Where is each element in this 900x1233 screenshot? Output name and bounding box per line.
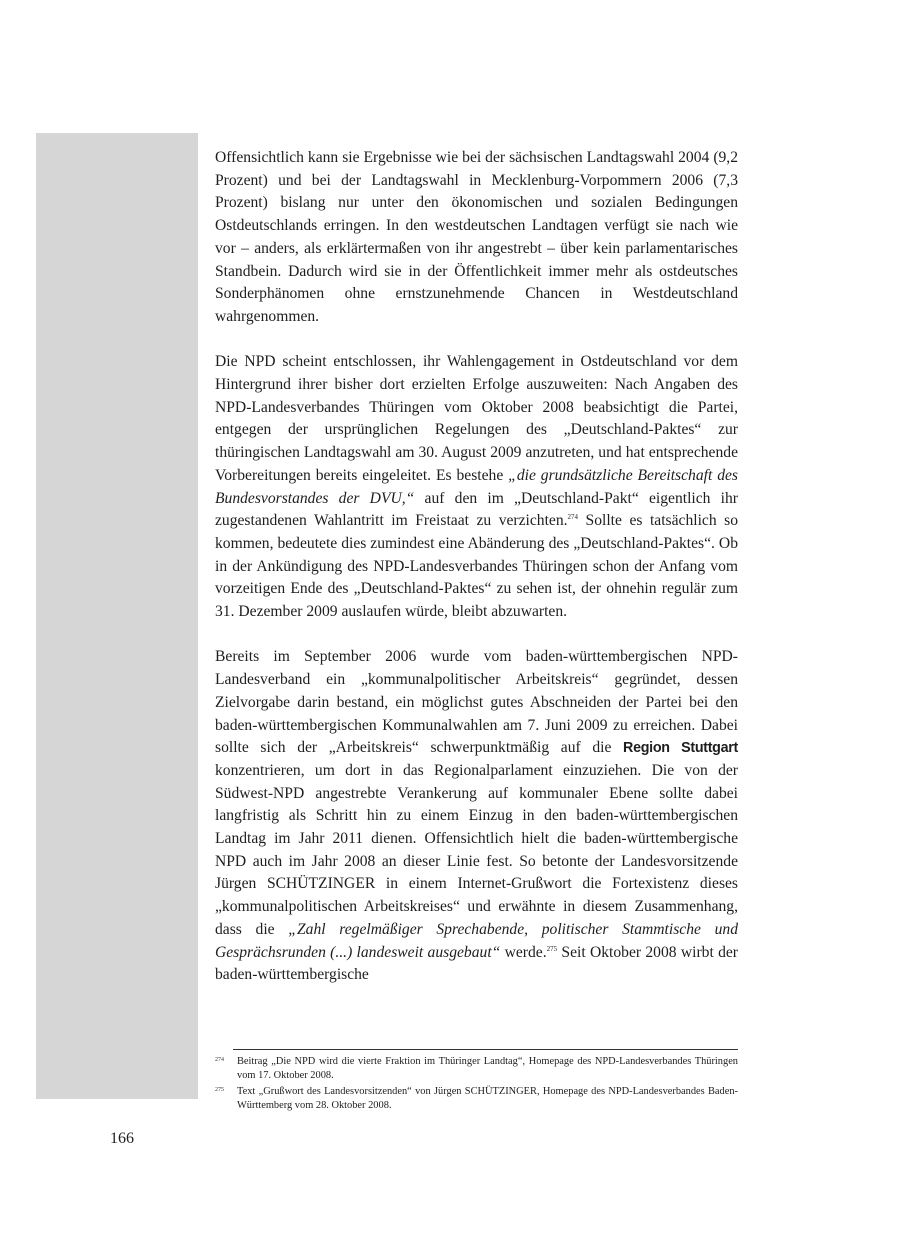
p2-text-c: Sollte es tatsächlich so kommen, bedeutete dies zumindest eine Abänderung des „Deutschland-Paktes“. Ob in der Ankündigung des NPD-Landesverbandes Thüringen schon der Anfang vom vorzeitigen Ende des „Deutschland-Paktes“ zu sehen ist, der ohnehin regulär zum 31. Dezember 2009 auslaufen würde, bleibt abzuwarten. bbox=[215, 512, 738, 621]
footnotes bbox=[215, 1055, 738, 1115]
p2-text-b: auf den im „Deutschland-Pakt“ eigentlich ihr zugestandenen Wahlantritt im Freistaat zu verzichten. bbox=[215, 489, 738, 530]
p3-text-a: Bereits im September 2006 wurde vom baden-württembergischen NPD-Landesverband ein „kommunalpolitischer Arbeitskreis“ gegründet, dessen Zielvorgabe darin bestand, ein möglichst gutes Abschneiden der Partei bei den baden-württembergischen Kommunalwahlen am 7. Juni 2009 zu erreichen. Dabei sollte sich der „Arbeitskreis“ schwerpunktmäßig auf die bbox=[215, 648, 738, 757]
paragraph-1: Offensichtlich kann sie Ergebnisse wie bei der sächsischen Landtagswahl 2004 (9,2 Prozent) und bei der Landtagswahl in Mecklenburg-Vorpommern 2006 (7,3 Prozent) bislang nur unter den ökonomischen und sozialen Bedingungen Ostdeutschlands erringen. In den westdeutschen Landtagen verfügt sie nach wie vor – anders, als erklärtermaßen von ihr angestrebt – über kein parlamentarisches Standbein. Dadurch wird sie in der Öffentlichkeit immer mehr als ostdeutsches Sonderphänomen ohne ernstzunehmende Chancen in Westdeutschland wahrgenommen. bbox=[215, 149, 738, 325]
paragraph-2 bbox=[215, 351, 738, 623]
footnote-275 bbox=[215, 1085, 738, 1112]
p3-text-c: werde. bbox=[500, 943, 547, 961]
footnote-274 bbox=[215, 1055, 738, 1082]
p3-text-d: Seit Oktober 2008 wirbt der baden-württembergische bbox=[215, 943, 738, 984]
footnote-text: Text „Grußwort des Landesvorsitzenden“ von Jürgen SCHÜTZINGER, Homepage des NPD-Landesverbandes Baden-Württemberg vom 28. Oktober 2008. bbox=[237, 1086, 738, 1111]
footnote-number: 274 bbox=[215, 1057, 224, 1063]
p3-text-b: konzentrieren, um dort in das Regionalparlament einzuziehen. Die von der Südwest-NPD angestrebte Verankerung auf kommunaler Ebene sollte dabei langfristig als Schritt hin zu einem Einzug in den baden-württembergischen Landtag im Jahr 2011 dienen. Offensichtlich hielt die baden-württembergische NPD auch im Jahr 2008 an dieser Linie fest. So betonte der Landesvorsitzende Jürgen SCHÜTZINGER in einem Internet-Grußwort die Fortexistenz dieses „kommunalpolitischen Arbeitskreises“ und erwähnte in diesem Zusammenhang, dass die bbox=[215, 761, 738, 938]
footnote-number: 275 bbox=[215, 1087, 224, 1094]
margin-sidebar bbox=[36, 133, 198, 1099]
footnote-divider bbox=[233, 1049, 738, 1050]
footnote-text: Beitrag „Die NPD wird die vierte Fraktion im Thüringer Landtag“, Homepage des NPD-Landesverbandes Thüringen vom 17. Oktober 2008. bbox=[237, 1056, 738, 1081]
p2-quote: „die grundsätzliche Bereitschaft des Bundesvorstandes der DVU,“ bbox=[215, 466, 738, 507]
paragraph-3 bbox=[215, 646, 738, 987]
p3-bold-term: Region Stuttgart bbox=[623, 740, 738, 757]
footnote-ref-274[interactable]: 274 bbox=[567, 513, 579, 522]
p3-quote: „Zahl regelmäßiger Sprechabende, politischer Stammtische und Gesprächsrunden (...) landesweit ausgebaut“ bbox=[215, 920, 739, 961]
main-text bbox=[215, 147, 738, 987]
page-number: 166 bbox=[110, 1130, 134, 1147]
p2-text-a: Die NPD scheint entschlossen, ihr Wahlengagement in Ostdeutschland vor dem Hintergrund ihrer bisher dort erzielten Erfolge auszuweiten: Nach Angaben des NPD-Landesverbandes Thüringen vom Oktober 2008 beabsichtigt die Partei, entgegen der ursprünglichen Regelungen des „Deutschland-Paktes“ zur thüringischen Landtagswahl am 30. August 2009 anzutreten, und hat entsprechende Vorbereitungen bereits eingeleitet. Es bestehe bbox=[215, 353, 738, 484]
footnote-ref-275[interactable]: 275 bbox=[546, 944, 558, 953]
